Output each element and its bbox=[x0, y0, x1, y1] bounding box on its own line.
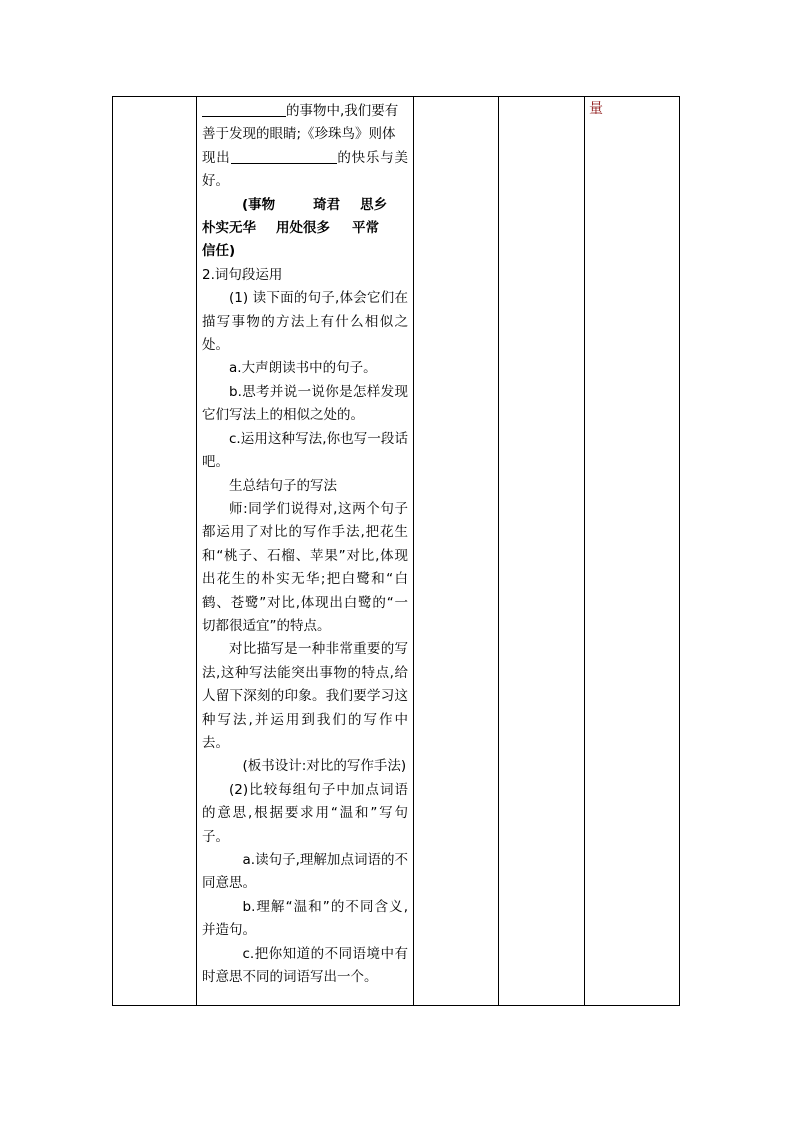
summary-title: 生总结句子的写法 bbox=[229, 477, 337, 494]
q2-step-c: c.把你知道的不同语境中有时意思不同的词语写出一个。 bbox=[202, 945, 408, 986]
word-bank-item: 琦君 bbox=[313, 196, 341, 213]
q2-step-a: a.读句子,理解加点词语的不同意思。 bbox=[202, 852, 408, 892]
table-cell-empty-4 bbox=[499, 97, 585, 1006]
table-row bbox=[113, 97, 680, 1006]
table-cell-empty-3 bbox=[414, 97, 499, 1006]
question-1: (1) 读下面的句子,体会它们在描写事物的方法上有什么相似之处。 bbox=[202, 290, 408, 354]
word-bank-item: 事物 bbox=[248, 196, 276, 213]
word-bank-item: 信任 bbox=[202, 243, 229, 260]
lesson-plan-table bbox=[112, 96, 680, 1006]
table-cell-note bbox=[585, 97, 680, 1006]
fill-blank-2[interactable] bbox=[231, 149, 337, 164]
fill-line-3: 现出 的快乐与美好。 bbox=[202, 149, 409, 190]
step-c: c.运用这种写法,你也写一段话吧。 bbox=[202, 430, 408, 471]
word-bank-line-3: 信任) bbox=[202, 243, 236, 260]
section-title: 2.词句段运用 bbox=[202, 266, 283, 283]
q2-step-b: b.理解“温和”的不同含义,并造句。 bbox=[202, 898, 408, 939]
word-bank-item: 朴实无华 bbox=[202, 220, 256, 237]
word-bank-item: 思乡 bbox=[360, 196, 388, 213]
table-cell-empty-1 bbox=[113, 97, 197, 1006]
fill-blank-1[interactable] bbox=[202, 103, 286, 118]
fill-line-2: 善于发现的眼睛;《珍珠鸟》则体 bbox=[202, 126, 396, 143]
board-design: (板书设计:对比的写作手法) bbox=[242, 758, 407, 775]
word-bank-item: 平常 bbox=[352, 220, 379, 237]
contrast-paragraph: 对比描写是一种非常重要的写法,这种写法能突出事物的特点,给人留下深刻的印象。我们要学习这种写法,并运用到我们的写作中去。 bbox=[202, 641, 408, 751]
teacher-speech: 师:同学们说得对,这两个句子都运用了对比的写作手法,把花生和“桃子、石榴、苹果”对比,体现出花生的朴实无华;把白鹭和“白鹤、苍鹭”对比,体现出白鹭的“一切都很适宜”的特点。 bbox=[202, 500, 408, 634]
fill-line-1: 的事物中,我们要有 bbox=[202, 100, 408, 123]
table-cell-content bbox=[197, 97, 414, 1006]
word-bank-line-1: (事物 琦君 思乡 bbox=[242, 196, 388, 213]
step-a: a.大声朗读书中的句子。 bbox=[229, 360, 377, 377]
step-b: b.思考并说一说你是怎样发现它们写法上的相似之处的。 bbox=[202, 383, 408, 424]
question-2: (2)比较每组句子中加点词语的意思,根据要求用“温和”写句子。 bbox=[202, 781, 408, 845]
note-text: 量 bbox=[589, 101, 603, 117]
word-bank-item: 用处很多 bbox=[276, 220, 330, 237]
word-bank-line-2 bbox=[202, 217, 408, 240]
